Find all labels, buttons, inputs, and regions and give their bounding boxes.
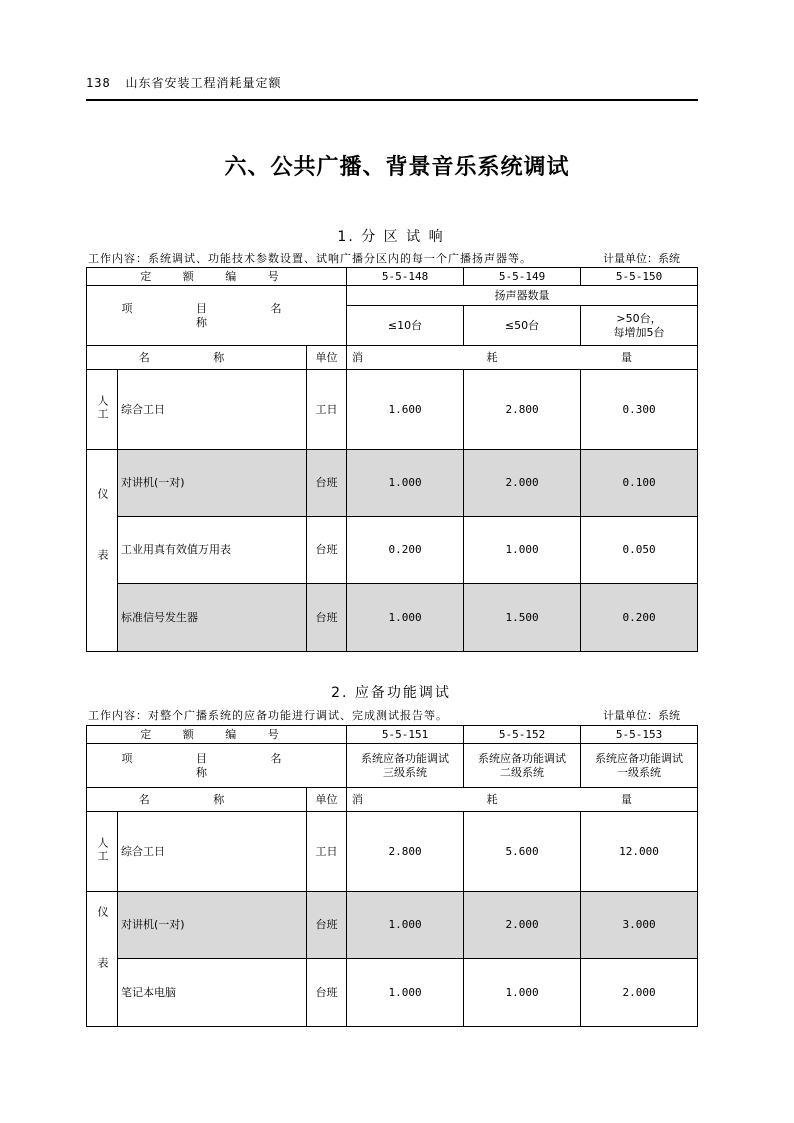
name-label: 名 称 xyxy=(87,788,307,812)
quota-code: 5-5-149 xyxy=(464,268,581,286)
page-number: 138 xyxy=(86,76,111,90)
quota-code: 5-5-148 xyxy=(347,268,464,286)
row-value: 1.000 xyxy=(347,450,464,517)
quota-code-label: 定 额 编 号 xyxy=(87,268,347,286)
name-label: 名 称 xyxy=(87,346,307,370)
quota-code-label: 定 额 编 号 xyxy=(87,726,347,744)
table-row xyxy=(87,346,698,370)
row-value: 0.050 xyxy=(581,517,698,584)
consumption-label: 消 耗 量 xyxy=(347,788,698,812)
row-unit: 台班 xyxy=(307,959,347,1027)
table-row xyxy=(87,726,698,744)
row-unit: 台班 xyxy=(307,584,347,652)
row-value: 1.000 xyxy=(464,959,581,1027)
unit-label: 单位 xyxy=(307,346,347,370)
row-value: 2.000 xyxy=(464,450,581,517)
measure-unit: 计量单位：系统 xyxy=(603,252,680,265)
row-unit: 台班 xyxy=(307,892,347,959)
table-row xyxy=(87,812,698,892)
table-row xyxy=(87,584,698,652)
row-value: 0.200 xyxy=(581,584,698,652)
instrument-group-label: 仪表 xyxy=(87,450,118,652)
book-title: 山东省安装工程消耗量定额 xyxy=(125,76,282,90)
column-header: 系统应备功能调试 一级系统 xyxy=(581,744,698,788)
row-value: 1.500 xyxy=(464,584,581,652)
quota-code: 5-5-151 xyxy=(347,726,464,744)
chapter-title: 六、公共广播、背景音乐系统调试 xyxy=(224,155,570,180)
table-row xyxy=(87,959,698,1027)
running-header xyxy=(86,74,698,91)
column-header: ≤10台 xyxy=(347,306,464,346)
row-value: 2.000 xyxy=(581,959,698,1027)
item-name-label: 项 目 名 称 xyxy=(87,744,347,788)
row-name: 对讲机(一对) xyxy=(118,450,307,517)
header-rule xyxy=(86,99,698,101)
row-value: 2.800 xyxy=(464,370,581,450)
table-row xyxy=(87,517,698,584)
group-header: 扬声器数量 xyxy=(347,286,698,306)
unit-label: 单位 xyxy=(307,788,347,812)
section-2-work-line xyxy=(88,707,696,723)
measure-unit: 计量单位：系统 xyxy=(603,709,680,722)
row-value: 2.800 xyxy=(347,812,464,892)
row-name: 综合工日 xyxy=(118,812,307,892)
row-name: 对讲机(一对) xyxy=(118,892,307,959)
row-value: 3.000 xyxy=(581,892,698,959)
row-value: 0.300 xyxy=(581,370,698,450)
table-row xyxy=(87,892,698,959)
row-value: 1.000 xyxy=(464,517,581,584)
row-value: 0.100 xyxy=(581,450,698,517)
table-row xyxy=(87,286,698,306)
row-name: 笔记本电脑 xyxy=(118,959,307,1027)
table-row xyxy=(87,450,698,517)
row-unit: 台班 xyxy=(307,450,347,517)
row-name: 综合工日 xyxy=(118,370,307,450)
table-row xyxy=(87,788,698,812)
item-name-label: 项 目 名 称 xyxy=(87,286,347,346)
row-unit: 工日 xyxy=(307,812,347,892)
row-value: 2.000 xyxy=(464,892,581,959)
column-header: >50台， 每增加5台 xyxy=(581,306,698,346)
row-value: 0.200 xyxy=(347,517,464,584)
labor-group-label: 人工 xyxy=(87,370,118,450)
table-row xyxy=(87,268,698,286)
column-header: 系统应备功能调试 二级系统 xyxy=(464,744,581,788)
column-header: 系统应备功能调试 三级系统 xyxy=(347,744,464,788)
quota-table-1 xyxy=(86,267,698,652)
row-unit: 工日 xyxy=(307,370,347,450)
row-value: 12.000 xyxy=(581,812,698,892)
table-row xyxy=(87,744,698,788)
section-1-work-line xyxy=(88,250,696,266)
row-value: 1.600 xyxy=(347,370,464,450)
table-row xyxy=(87,370,698,450)
quota-code: 5-5-150 xyxy=(581,268,698,286)
labor-group-label: 人工 xyxy=(87,812,118,892)
section-2-title: 2. 应备功能调试 xyxy=(331,685,451,701)
row-unit: 台班 xyxy=(307,517,347,584)
row-value: 1.000 xyxy=(347,584,464,652)
column-header: ≤50台 xyxy=(464,306,581,346)
row-value: 1.000 xyxy=(347,892,464,959)
quota-code: 5-5-153 xyxy=(581,726,698,744)
work-content: 工作内容：系统调试、功能技术参数设置、试响广播分区内的每一个广播扬声器等。 xyxy=(88,252,532,265)
row-name: 标准信号发生器 xyxy=(118,584,307,652)
work-content: 工作内容：对整个广播系统的应备功能进行调试、完成测试报告等。 xyxy=(88,709,448,722)
quota-table-2 xyxy=(86,725,698,1027)
row-value: 5.600 xyxy=(464,812,581,892)
section-1-title: 1. 分 区 试 响 xyxy=(337,229,445,245)
consumption-label: 消 耗 量 xyxy=(347,346,698,370)
instrument-group-label: 仪表 xyxy=(87,892,118,1027)
row-name: 工业用真有效值万用表 xyxy=(118,517,307,584)
row-value: 1.000 xyxy=(347,959,464,1027)
quota-code: 5-5-152 xyxy=(464,726,581,744)
